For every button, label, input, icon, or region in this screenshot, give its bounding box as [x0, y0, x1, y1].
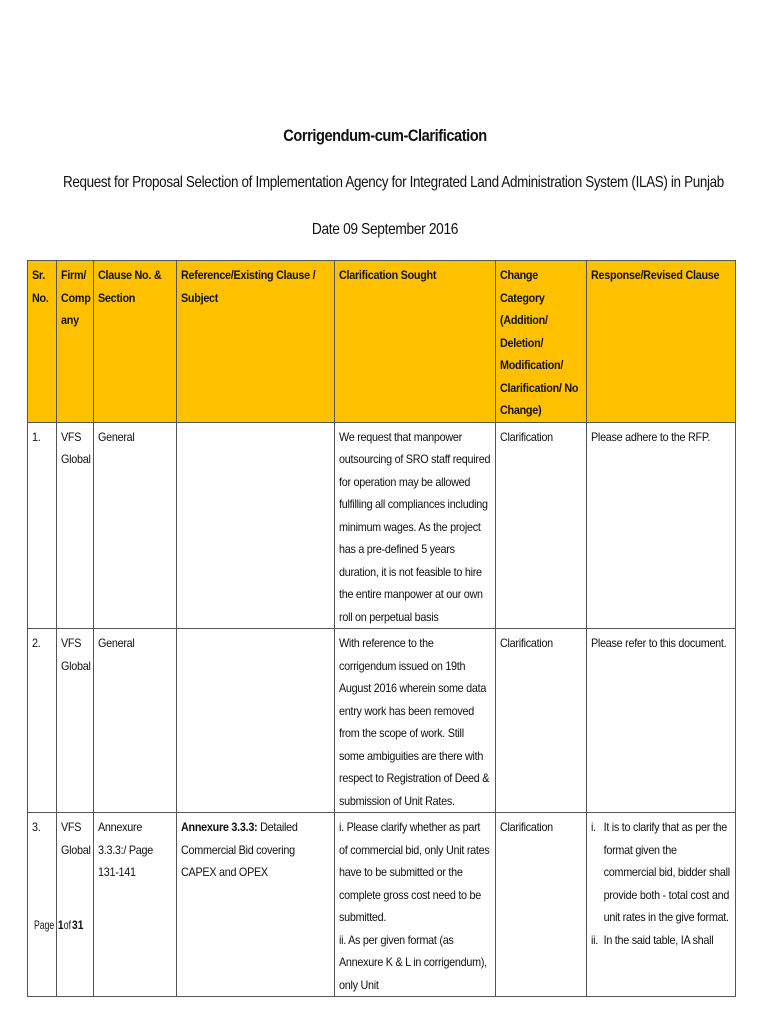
cell-response: Please adhere to the RFP.: [587, 422, 736, 629]
document-date: Date 09 September 2016: [311, 221, 459, 238]
total-page-count: 31: [72, 918, 84, 932]
page-footer: Page1of31: [34, 918, 84, 932]
table-row: [28, 422, 736, 629]
response-list: [591, 816, 731, 951]
cell-response: [587, 813, 736, 997]
cell-reference: [177, 629, 335, 813]
header-clarification: Clarification Sought: [335, 261, 496, 423]
cell-sr: 1.: [28, 422, 57, 629]
cell-category: Clarification: [496, 813, 587, 997]
cell-firm: VFS Global: [57, 422, 94, 629]
header-sr-no: Sr. No.: [28, 261, 57, 423]
cell-category: Clarification: [496, 422, 587, 629]
current-page-number: 1: [57, 918, 64, 932]
table-row: [28, 629, 736, 813]
cell-clause: General: [94, 422, 177, 629]
header-reference: Reference/Existing Clause / Subject: [177, 261, 335, 423]
cell-clarification: With reference to the corrigendum issued on 19th August 2016 wherein some data entry work has been removed from the scope of work. Still some ambiguities are there with respect to Registration of Deed & submission of Unit Rates.: [335, 629, 496, 813]
header-clause: Clause No. & Section: [94, 261, 177, 423]
cell-sr: 3.: [28, 813, 57, 997]
cell-sr: 2.: [28, 629, 57, 813]
cell-clause: General: [94, 629, 177, 813]
cell-firm: VFS Global: [57, 813, 94, 997]
cell-clarification: We request that manpower outsourcing of SRO staff required for operation may be allowed fulfilling all compliances including minimum wages. As the project has a pre-defined 5 years duration, it is not feasible to hire the entire manpower at our own roll on perpetual basis: [335, 422, 496, 629]
cell-category: Clarification: [496, 629, 587, 813]
header-response: Response/Revised Clause: [587, 261, 736, 423]
cell-reference: [177, 422, 335, 629]
table-row: [28, 813, 736, 997]
header-firm: Firm/ Comp any: [57, 261, 94, 423]
document-title: Corrigendum-cum-Clarification: [283, 126, 487, 145]
response-item: i. It is to clarify that as per the format given the commercial bid, bidder shall provide both - total cost and unit rates in the give format.: [591, 820, 730, 924]
clarification-item: i. Please clarify whether as part of commercial bid, only Unit rates have to be submitted or the complete gross cost need to be submitted.: [339, 820, 490, 924]
clarification-item: ii. As per given format (as Annexure K & L in corrigendum), only Unit: [339, 932, 487, 992]
document-subtitle: Request for Proposal Selection of Implementation Agency for Integrated Land Administration System (ILAS) in Punjab: [62, 174, 724, 191]
clarification-table: [27, 260, 736, 997]
header-change-category: Change Category (Addition/ Deletion/ Modification/ Clarification/ No Change): [496, 261, 587, 423]
cell-clarification: [335, 813, 496, 997]
cell-reference: Annexure 3.3.3: Detailed Commercial Bid covering CAPEX and OPEX: [177, 813, 335, 997]
cell-clause: Annexure 3.3.3:/ Page 131-141: [94, 813, 177, 997]
cell-firm: VFS Global: [57, 629, 94, 813]
table-header-row: [28, 261, 736, 423]
cell-response: Please refer to this document.: [587, 629, 736, 813]
response-item: ii. In the said table, IA shall: [591, 932, 714, 947]
